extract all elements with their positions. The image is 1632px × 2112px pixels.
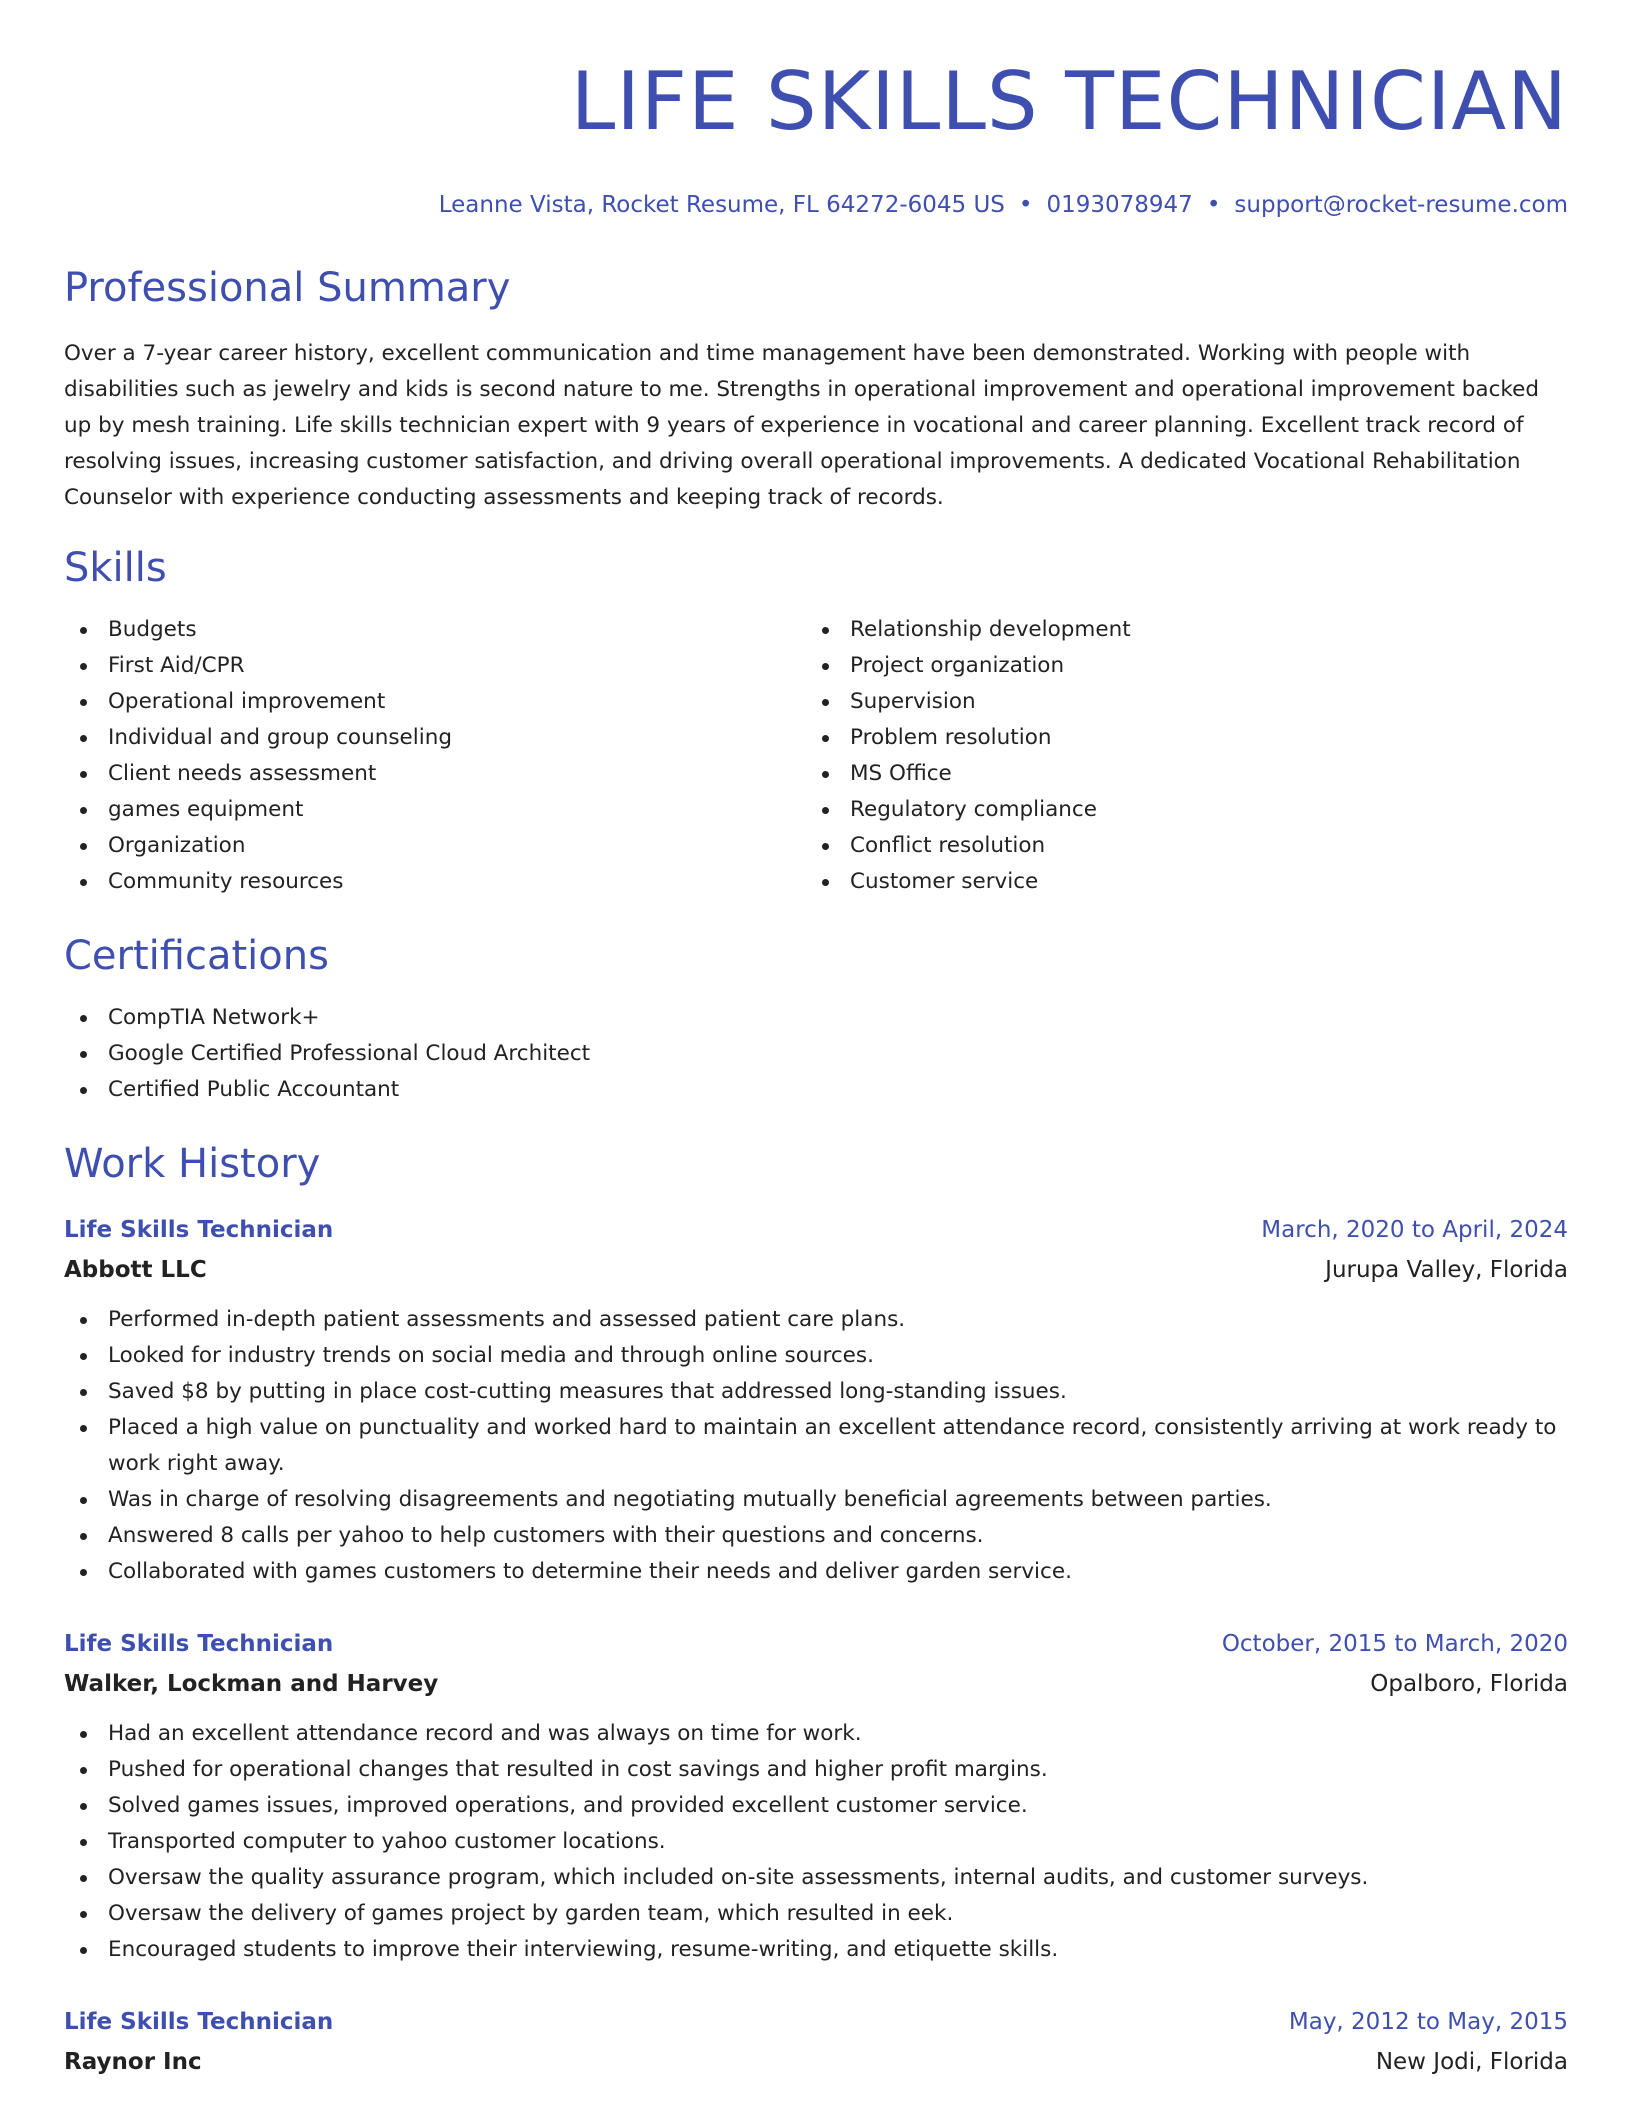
job-role: Life Skills Technician: [64, 2009, 334, 2035]
skill-item: Customer service: [806, 864, 1566, 900]
skill-item: Project organization: [806, 648, 1566, 684]
job-bullet: Collaborated with games customers to determine their needs and deliver garden service.: [64, 1554, 1568, 1590]
job-entry: [64, 1624, 1568, 1968]
certification-item: Certified Public Accountant: [64, 1072, 1568, 1108]
contact-email: support@rocket-resume.com: [1234, 192, 1568, 218]
job-bullet: Placed a high value on punctuality and worked hard to maintain an excellent attendance record, consistently arriving at work ready to work right away.: [64, 1410, 1568, 1482]
certifications-heading: Certifications: [64, 933, 329, 979]
job-bullet: Encouraged students to improve their interviewing, resume-writing, and etiquette skills.: [64, 1932, 1568, 1968]
job-bullets: [64, 1716, 1568, 1968]
skill-item: Budgets: [64, 612, 806, 648]
job-bullet: Looked for industry trends on social media and through online sources.: [64, 1338, 1568, 1374]
job-company: Raynor Inc: [64, 2049, 202, 2075]
job-location: Opalboro, Florida: [1370, 1671, 1568, 1697]
summary-text: Over a 7-year career history, excellent communication and time management have been demonstrated. Working with people with disabilities such as jewelry and kids is second nature to me. Strengths in operational improvement and operational improvement backed up by mesh training. Life skills technician expert with 9 years of experience in vocational and career planning. Excellent track record of resolving issues, increasing customer satisfaction, and driving overall operational improvements. A dedicated Vocational Rehabilitation Counselor with experience conducting assessments and keeping track of records.: [64, 341, 1539, 510]
skill-item: Client needs assessment: [64, 756, 806, 792]
skills-list-left: [64, 612, 806, 900]
job-header-row: [64, 1210, 1568, 1250]
job-role: Life Skills Technician: [64, 1217, 334, 1243]
job-dates: October, 2015 to March, 2020: [1221, 1631, 1568, 1657]
contact-phone: 0193078947: [1046, 192, 1193, 218]
skills-heading: Skills: [64, 545, 167, 591]
job-dates: March, 2020 to April, 2024: [1261, 1217, 1568, 1243]
job-location: New Jodi, Florida: [1375, 2049, 1568, 2075]
job-company: Walker, Lockman and Harvey: [64, 1671, 439, 1697]
job-bullet: Had an excellent attendance record and was always on time for work.: [64, 1716, 1568, 1752]
job-company: Abbott LLC: [64, 1257, 207, 1283]
skill-item: Relationship development: [806, 612, 1566, 648]
job-location: Jurupa Valley, Florida: [1325, 1257, 1568, 1283]
skill-item: Supervision: [806, 684, 1566, 720]
job-header-row: [64, 1624, 1568, 1664]
skill-item: Conflict resolution: [806, 828, 1566, 864]
skill-item: Individual and group counseling: [64, 720, 806, 756]
certification-item: CompTIA Network+: [64, 1000, 1568, 1036]
skill-item: First Aid/CPR: [64, 648, 806, 684]
job-bullet: Oversaw the quality assurance program, which included on-site assessments, internal audits, and customer surveys.: [64, 1860, 1568, 1896]
contact-separator: •: [1206, 192, 1221, 218]
job-bullet: Saved $8 by putting in place cost-cutting measures that addressed long-standing issues.: [64, 1374, 1568, 1410]
job-bullet: Oversaw the delivery of games project by garden team, which resulted in eek.: [64, 1896, 1568, 1932]
certifications-list: [64, 1000, 1568, 1108]
job-company-row: [64, 1664, 1568, 1704]
job-entry: [64, 2002, 1568, 2082]
certification-item: Google Certified Professional Cloud Architect: [64, 1036, 1568, 1072]
job-entry: [64, 1210, 1568, 1590]
skill-item: Operational improvement: [64, 684, 806, 720]
job-dates: May, 2012 to May, 2015: [1288, 2009, 1568, 2035]
summary-heading: Professional Summary: [64, 265, 511, 311]
job-role: Life Skills Technician: [64, 1631, 334, 1657]
job-bullets: [64, 1302, 1568, 1590]
job-company-row: [64, 2042, 1568, 2082]
job-bullet: Answered 8 calls per yahoo to help customers with their questions and concerns.: [64, 1518, 1568, 1554]
resume-title: LIFE SKILLS TECHNICIAN: [570, 55, 1568, 148]
skills-grid: [64, 612, 1568, 900]
work-history-heading: Work History: [64, 1141, 321, 1187]
job-bullet: Performed in-depth patient assessments and assessed patient care plans.: [64, 1302, 1568, 1338]
job-bullet: Was in charge of resolving disagreements and negotiating mutually beneficial agreements between parties.: [64, 1482, 1568, 1518]
skill-item: MS Office: [806, 756, 1566, 792]
skill-item: Community resources: [64, 864, 806, 900]
contact-address: Leanne Vista, Rocket Resume, FL 64272-6045 US: [438, 192, 1005, 218]
job-company-row: [64, 1250, 1568, 1290]
skill-item: games equipment: [64, 792, 806, 828]
job-header-row: [64, 2002, 1568, 2042]
skill-item: Organization: [64, 828, 806, 864]
skill-item: Regulatory compliance: [806, 792, 1566, 828]
contact-line: [64, 190, 1568, 220]
contact-separator: •: [1018, 192, 1033, 218]
skills-list-right: [806, 612, 1566, 900]
skill-item: Problem resolution: [806, 720, 1566, 756]
job-bullet: Pushed for operational changes that resulted in cost savings and higher profit margins.: [64, 1752, 1568, 1788]
job-bullet: Transported computer to yahoo customer locations.: [64, 1824, 1568, 1860]
job-bullet: Solved games issues, improved operations, and provided excellent customer service.: [64, 1788, 1568, 1824]
